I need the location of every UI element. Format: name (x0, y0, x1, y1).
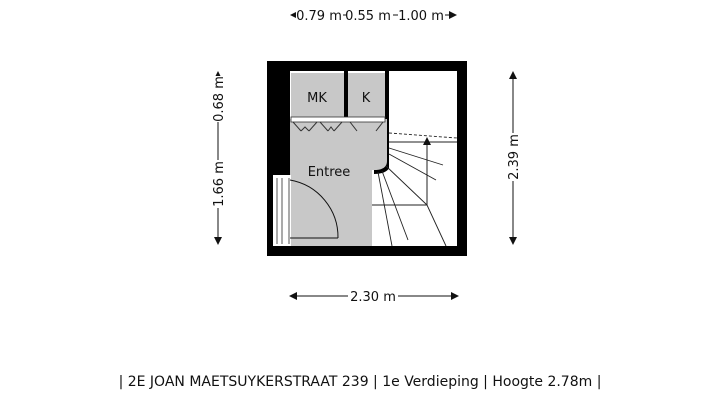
dim-top-2: 0.55 m (345, 9, 391, 24)
dim-bottom: 2.30 m (350, 290, 396, 305)
bottom-dimension (290, 287, 458, 305)
dim-left-lower: 1.66 m (212, 161, 227, 207)
dim-top-3: 1.00 m (398, 9, 444, 24)
top-dimension (291, 6, 456, 24)
right-dimension (505, 72, 522, 244)
label-k: K (361, 91, 371, 106)
plan-body (267, 61, 467, 256)
label-mk: MK (307, 91, 327, 106)
footer-caption: | 2E JOAN MAETSUYKERSTRAAT 239 | 1e Verdieping | Hoogte 2.78m | (118, 374, 602, 390)
label-entree: Entree (307, 165, 351, 180)
dim-top-1: 0.79 m (296, 9, 342, 24)
dim-right: 2.39 m (507, 134, 522, 180)
dim-left-upper: 0.68 m (212, 76, 227, 122)
left-dimension (210, 72, 227, 244)
